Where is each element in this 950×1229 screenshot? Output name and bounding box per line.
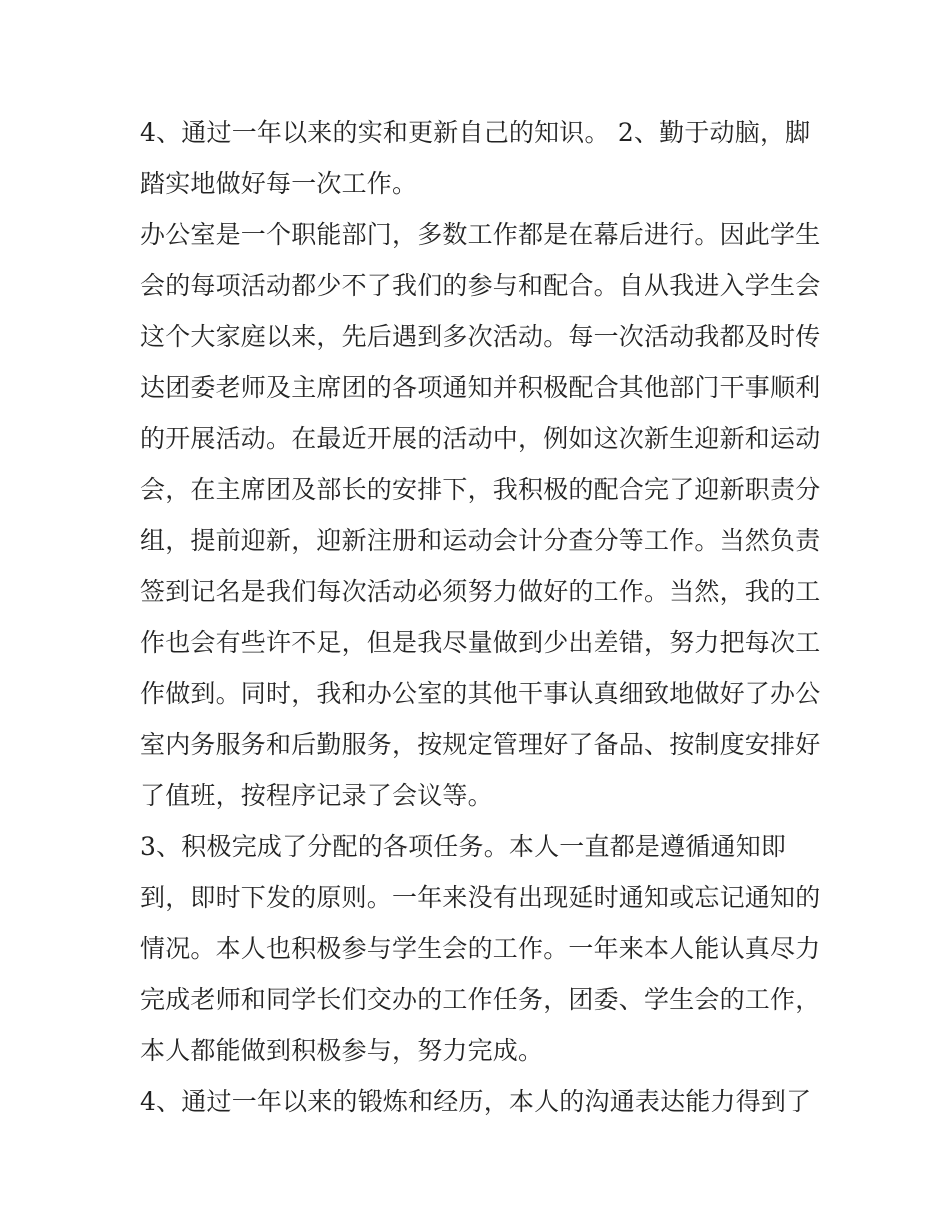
text-line: 室内务服务和后勤服务，按规定管理好了备品、按制度安排好 xyxy=(140,730,821,759)
document-body xyxy=(140,107,830,1127)
text-line: 4、通过一年以来的锻炼和经历，本人的沟通表达能力得到了 xyxy=(140,1087,812,1116)
text-line: 4、通过一年以来的实和更新自己的知识。 2、勤于动脑，脚 xyxy=(140,118,811,147)
text-line: 这个大家庭以来，先后遇到多次活动。每一次活动我都及时传 xyxy=(140,322,821,351)
text-line: 会，在主席团及部长的安排下，我积极的配合完了迎新职责分 xyxy=(140,475,821,504)
text-line: 办公室是一个职能部门，多数工作都是在幕后进行。因此学生 xyxy=(140,220,821,249)
text-line: 的开展活动。在最近开展的活动中，例如这次新生迎新和运动 xyxy=(140,424,821,453)
text-line: 达团委老师及主席团的各项通知并积极配合其他部门干事顺利 xyxy=(140,373,821,402)
text-line: 到，即时下发的原则。一年来没有出现延时通知或忘记通知的 xyxy=(140,883,821,912)
text-line: 本人都能做到积极参与，努力完成。 xyxy=(140,1036,544,1065)
text-line: 作也会有些许不足，但是我尽量做到少出差错，努力把每次工 xyxy=(140,628,821,657)
text-line: 作做到。同时，我和办公室的其他干事认真细致地做好了办公 xyxy=(140,679,821,708)
text-line: 完成老师和同学长们交办的工作任务，团委、学生会的工作， xyxy=(140,985,821,1014)
text-line: 3、积极完成了分配的各项任务。本人一直都是遵循通知即 xyxy=(140,832,787,861)
text-line: 情况。本人也积极参与学生会的工作。一年来本人能认真尽力 xyxy=(140,934,821,963)
text-line: 了值班，按程序记录了会议等。 xyxy=(140,781,493,810)
text-line: 踏实地做好每一次工作。 xyxy=(140,169,418,198)
text-line: 组，提前迎新，迎新注册和运动会计分查分等工作。当然负责 xyxy=(140,526,821,555)
text-line: 会的每项活动都少不了我们的参与和配合。自从我进入学生会 xyxy=(140,271,821,300)
text-line: 签到记名是我们每次活动必须努力做好的工作。当然，我的工 xyxy=(140,577,821,606)
